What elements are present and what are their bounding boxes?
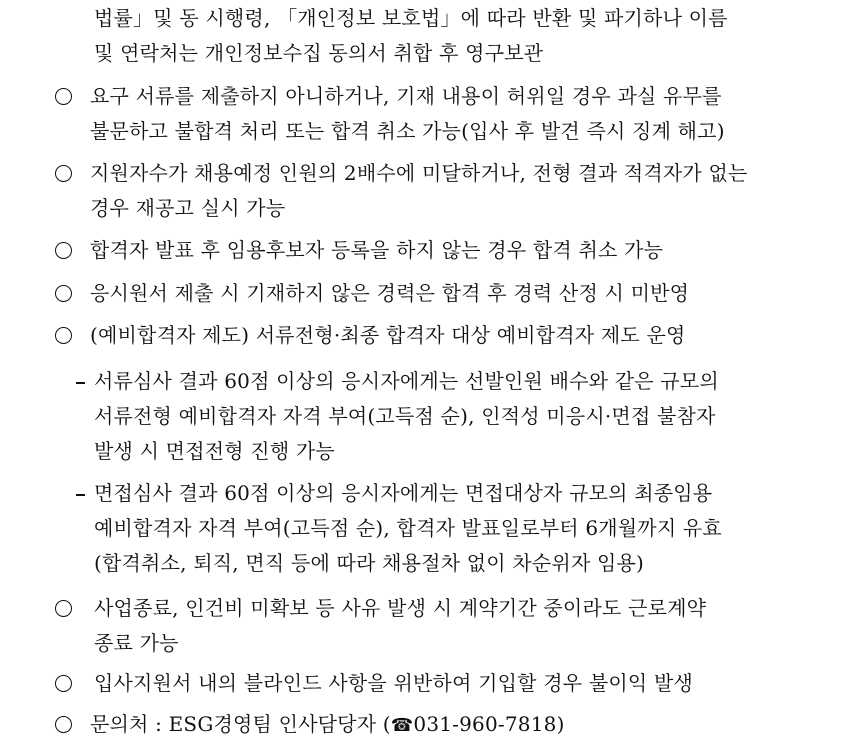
contact-line: [90, 711, 565, 739]
dash-bullet-icon: [76, 494, 85, 496]
circle-bullet-icon: [55, 716, 72, 733]
dash-bullet-icon: [76, 382, 85, 384]
text-line: 서류심사 결과 60점 이상의 응시자에게는 선발인원 배수와 같은 규모의: [94, 369, 719, 393]
text-line: (합격취소, 퇴직, 면직 등에 따라 채용절차 없이 차순위자 임용): [94, 551, 645, 575]
text-line: 경우 재공고 실시 가능: [90, 196, 286, 220]
text-line: 및 연락처는 개인정보수집 동의서 취합 후 영구보관: [94, 41, 544, 65]
contact-phone: 031-960-7818): [413, 712, 565, 736]
phone-icon: ☎: [390, 715, 414, 736]
text-line: 서류전형 예비합격자 자격 부여(고득점 순), 인적성 미응시·면접 불참자: [94, 404, 716, 428]
text-line: 법률」및 동 시행령, 「개인정보 보호법」에 따라 반환 및 파기하나 이름: [94, 6, 728, 30]
text-line: 발생 시 면접전형 진행 가능: [94, 439, 335, 463]
circle-bullet-icon: [55, 600, 72, 617]
text-line: 지원자수가 채용예정 인원의 2배수에 미달하거나, 전형 결과 적격자가 없는: [90, 161, 748, 185]
text-line: 면접심사 결과 60점 이상의 응시자에게는 면접대상자 규모의 최종임용: [94, 481, 713, 505]
text-line: (예비합격자 제도) 서류전형·최종 합격자 대상 예비합격자 제도 운영: [90, 323, 686, 347]
circle-bullet-icon: [55, 675, 72, 692]
text-line: 요구 서류를 제출하지 아니하거나, 기재 내용이 허위일 경우 과실 유무를: [90, 84, 722, 108]
circle-bullet-icon: [55, 165, 72, 182]
text-line: 응시원서 제출 시 기재하지 않은 경력은 합격 후 경력 산정 시 미반영: [90, 281, 690, 305]
contact-label: 문의처 : ESG경영팀 인사담당자 (: [90, 712, 391, 736]
text-line: 사업종료, 인건비 미확보 등 사유 발생 시 계약기간 중이라도 근로계약: [94, 596, 707, 620]
text-line: 합격자 발표 후 임용후보자 등록을 하지 않는 경우 합격 취소 가능: [90, 238, 664, 262]
circle-bullet-icon: [55, 88, 72, 105]
text-line: 예비합격자 자격 부여(고득점 순), 합격자 발표일로부터 6개월까지 유효: [94, 516, 722, 540]
circle-bullet-icon: [55, 327, 72, 344]
text-line: 종료 가능: [94, 631, 179, 655]
circle-bullet-icon: [55, 285, 72, 302]
text-line: 입사지원서 내의 블라인드 사항을 위반하여 기입할 경우 불이익 발생: [94, 671, 694, 695]
circle-bullet-icon: [55, 242, 72, 259]
text-line: 불문하고 불합격 처리 또는 합격 취소 가능(입사 후 발견 즉시 징계 해고): [90, 119, 725, 143]
